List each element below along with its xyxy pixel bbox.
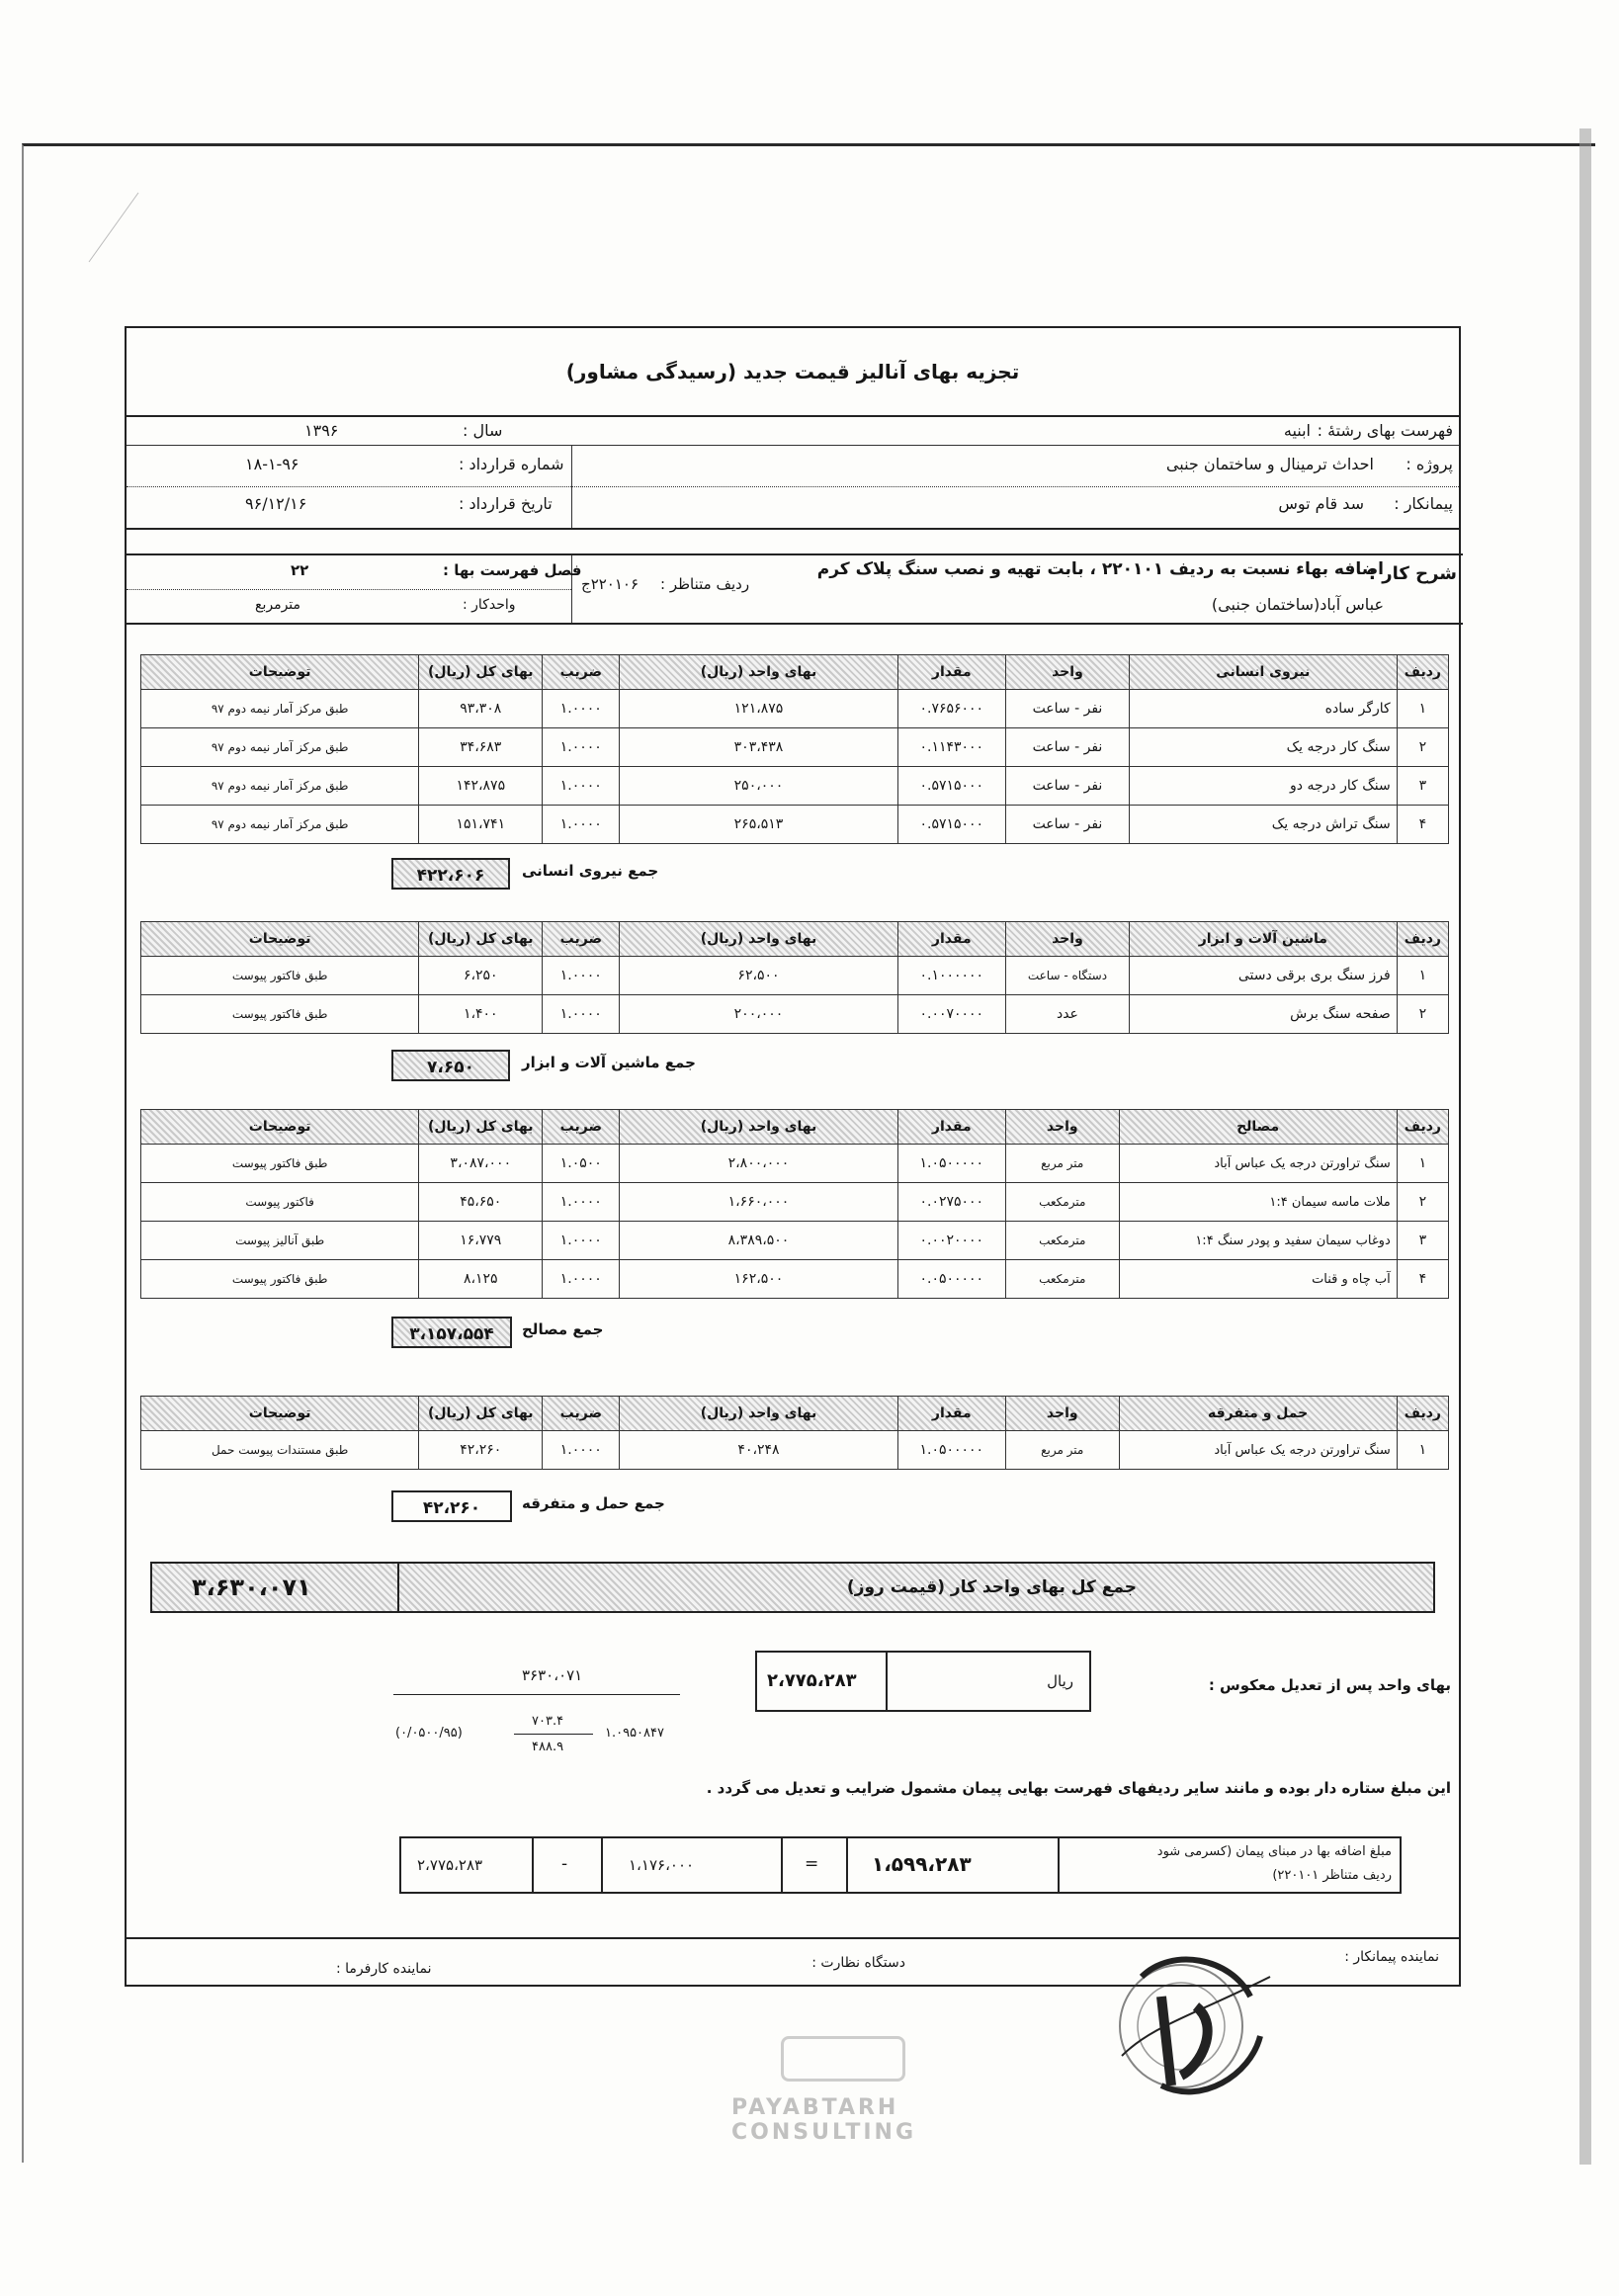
table-row: [141, 1431, 1449, 1470]
col-factor: ضریب: [543, 1397, 620, 1431]
cell: ۱: [1397, 1431, 1448, 1470]
col-qty: مقدار: [897, 922, 1005, 957]
cell: طبق آنالیز پیوست: [141, 1222, 419, 1260]
table-row: [141, 995, 1449, 1034]
cell: نفر - ساعت: [1005, 806, 1129, 844]
cell: سنگ تراورتن درجه یک عباس آباد: [1119, 1431, 1397, 1470]
cell: طبق فاکتور پیوست: [141, 1145, 419, 1183]
supervisor-signature-label: دستگاه نظارت :: [811, 1955, 905, 1971]
cell: ۱.۰۰۰۰: [543, 806, 620, 844]
table-row: [141, 1145, 1449, 1183]
col-total: بهای کل (ریال): [419, 655, 543, 690]
col-notes: توضیحات: [141, 1397, 419, 1431]
cell: ۱۵۱،۷۴۱: [419, 806, 543, 844]
chapter-label: فصل فهرست بها :: [443, 561, 582, 579]
cell: ۳: [1397, 1222, 1448, 1260]
cell: طبق مرکز آمار نیمه دوم ۹۷: [141, 690, 419, 728]
page-title: تجزیه بهای آنالیز قیمت جدید (رسیدگی مشاور): [127, 328, 1459, 417]
cell: ۴: [1397, 806, 1448, 844]
cell: ۴۵،۶۵۰: [419, 1183, 543, 1222]
formula-left: ۱.۰۹۵۰۸۴۷: [605, 1726, 664, 1741]
extra-value: ۱،۵۹۹،۲۸۳: [872, 1852, 972, 1876]
cell: ۶،۲۵۰: [419, 957, 543, 995]
table-row: [141, 957, 1449, 995]
cell: ۱.۰۰۰۰: [543, 995, 620, 1034]
cell: ۰.۵۷۱۵۰۰۰: [897, 767, 1005, 806]
extra-label-2: ردیف متناظر ۲۲۰۱۰۱): [1272, 1868, 1392, 1883]
col-unit: واحد: [1005, 922, 1129, 957]
machinery-header-row: [141, 922, 1449, 957]
work-description: [127, 553, 1463, 625]
work-desc-line2: عباس آباد(ساختمان جنبی): [1211, 595, 1384, 614]
cell: سنگ تراش درجه یک: [1129, 806, 1397, 844]
col-unit-price: بهای واحد (ریال): [620, 1110, 897, 1145]
cell: ۲: [1397, 1183, 1448, 1222]
contract-no-label: شماره قرارداد :: [459, 455, 564, 473]
col-factor: ضریب: [543, 922, 620, 957]
contract-date-label: تاریخ قرارداد :: [459, 494, 553, 513]
year-label: سال :: [463, 421, 503, 440]
work-desc-label: شرح کار :: [1368, 563, 1457, 584]
cell: متر مربع: [1005, 1431, 1119, 1470]
cell: ۱۲۱،۸۷۵: [620, 690, 897, 728]
table-row: [141, 1222, 1449, 1260]
grand-total-label: جمع کل بهای واحد کار (قیمت روز): [846, 1577, 1137, 1597]
cell: ۳: [1397, 767, 1448, 806]
project-value: احداث ترمینال و ساختمان جنبی: [1165, 455, 1374, 473]
col-notes: توضیحات: [141, 1110, 419, 1145]
col-row: ردیف: [1397, 1397, 1448, 1431]
year-value: ۱۳۹۶: [304, 421, 339, 440]
cell: ۴: [1397, 1260, 1448, 1299]
cell: ۳۴،۶۸۳: [419, 728, 543, 767]
cell: ۱: [1397, 957, 1448, 995]
col-unit: واحد: [1005, 1397, 1119, 1431]
cell: ۱.۰۰۰۰: [543, 1431, 620, 1470]
ref-row-label: ردیف متناظر :: [660, 575, 750, 593]
cell: ۳،۰۸۷،۰۰۰: [419, 1145, 543, 1183]
ref-row-value: ۲۲۰۱۰۶ج: [581, 575, 639, 593]
cell: ۰.۰۰۷۰۰۰۰: [897, 995, 1005, 1034]
cell: طبق مرکز آمار نیمه دوم ۹۷: [141, 767, 419, 806]
cell: فرز سنگ بری برقی دستی: [1129, 957, 1397, 995]
cell: طبق مستندات پیوست حمل: [141, 1431, 419, 1470]
cell: ۸،۱۲۵: [419, 1260, 543, 1299]
extra-result: ۲،۷۷۵،۲۸۳: [417, 1856, 483, 1874]
col-factor: ضریب: [543, 1110, 620, 1145]
col-total: بهای کل (ریال): [419, 922, 543, 957]
cell: سنگ کار درجه دو: [1129, 767, 1397, 806]
project-label: پروژه :: [1406, 455, 1453, 473]
cell: دستگاه - ساعت: [1005, 957, 1129, 995]
labor-table: [140, 654, 1449, 844]
transport-total-label: جمع حمل و متفرقه: [522, 1494, 665, 1512]
col-unit: واحد: [1005, 1110, 1119, 1145]
formula-mid: (۰/۰۵۰۰/۹۵): [395, 1726, 463, 1741]
col-unit: واحد: [1005, 655, 1129, 690]
contract-date-value: ۹۶/۱۲/۱۶: [245, 494, 307, 513]
cell: ۲۵۰،۰۰۰: [620, 767, 897, 806]
labor-header-row: [141, 655, 1449, 690]
cell: ۹۳،۳۰۸: [419, 690, 543, 728]
cell: ۱،۶۶۰،۰۰۰: [620, 1183, 897, 1222]
contract-no-value: ۱۸-۱-۹۶: [245, 455, 299, 473]
cell: مترمکعب: [1005, 1183, 1119, 1222]
cell: کارگر ساده: [1129, 690, 1397, 728]
col-factor: ضریب: [543, 655, 620, 690]
cell: ۱.۰۰۰۰: [543, 1222, 620, 1260]
cell: ۱۶،۷۷۹: [419, 1222, 543, 1260]
machinery-table: [140, 921, 1449, 1034]
cell: ۱۶۲،۵۰۰: [620, 1260, 897, 1299]
machinery-total: ۷،۶۵۰: [391, 1050, 510, 1081]
cell: طبق مرکز آمار نیمه دوم ۹۷: [141, 728, 419, 767]
cell: صفحه سنگ برش: [1129, 995, 1397, 1034]
cell: نفر - ساعت: [1005, 767, 1129, 806]
cell: ۰.۰۲۷۵۰۰۰: [897, 1183, 1005, 1222]
contractor-stamp: [1102, 1937, 1280, 2135]
cell: عدد: [1005, 995, 1129, 1034]
col-row: ردیف: [1397, 655, 1448, 690]
cell: ۴۲،۲۶۰: [419, 1431, 543, 1470]
extra-equals: =: [805, 1854, 819, 1874]
labor-total-label: جمع نیروی انسانی: [522, 862, 659, 880]
cell: ۲۶۵،۵۱۳: [620, 806, 897, 844]
grand-total-value: ۳،۶۳۰،۰۷۱: [192, 1573, 311, 1601]
chapter-value: ۲۲: [291, 561, 309, 579]
cell: ۰.۵۷۱۵۰۰۰: [897, 806, 1005, 844]
table-row: [141, 767, 1449, 806]
adjusted-unit: ریال: [1047, 1672, 1073, 1690]
cell: ۲: [1397, 995, 1448, 1034]
stamp-logo: [781, 2036, 905, 2082]
cell: ۱.۰۰۰۰: [543, 690, 620, 728]
scan-mark: [84, 188, 143, 267]
cell: طبق مرکز آمار نیمه دوم ۹۷: [141, 806, 419, 844]
formula-num: ۷۰۳.۴: [532, 1714, 564, 1729]
extra-base: ۱،۱۷۶،۰۰۰: [629, 1856, 695, 1874]
cell: سنگ کار درجه یک: [1129, 728, 1397, 767]
cell: ملات ماسه سیمان ۱:۴: [1119, 1183, 1397, 1222]
stamp-text: PAYABTARH CONSULTING: [731, 2095, 917, 2145]
cell: ۲۰۰،۰۰۰: [620, 995, 897, 1034]
cell: نفر - ساعت: [1005, 728, 1129, 767]
col-unit-price: بهای واحد (ریال): [620, 922, 897, 957]
transport-table: [140, 1396, 1449, 1470]
col-machinery: ماشین آلات و ابزار: [1129, 922, 1397, 957]
contractor-label: پیمانکار :: [1394, 494, 1453, 513]
col-qty: مقدار: [897, 1110, 1005, 1145]
price-list-value: ابنیه: [1283, 421, 1311, 440]
cell: ۱.۰۰۰۰: [543, 767, 620, 806]
cell: ۱.۰۵۰۰: [543, 1145, 620, 1183]
cell: متر مربع: [1005, 1145, 1119, 1183]
extra-label-1: مبلغ اضافه بها در مبنای پیمان (کسرمی شود: [1156, 1844, 1392, 1859]
price-list-label: فهرست بهای رشتهٔ :: [1317, 421, 1453, 440]
labor-total: ۴۲۲،۶۰۶: [391, 858, 510, 890]
col-unit-price: بهای واحد (ریال): [620, 655, 897, 690]
contractor-value: سد قام توس: [1278, 494, 1364, 513]
table-row: [141, 1183, 1449, 1222]
materials-total: ۳،۱۵۷،۵۵۴: [391, 1317, 512, 1348]
col-row: ردیف: [1397, 922, 1448, 957]
cell: ۱.۰۵۰۰۰۰۰: [897, 1145, 1005, 1183]
consultant-stamp: [712, 2026, 1008, 2174]
cell: ۱: [1397, 690, 1448, 728]
cell: طبق فاکتور پیوست: [141, 957, 419, 995]
col-total: بهای کل (ریال): [419, 1397, 543, 1431]
table-row: [141, 806, 1449, 844]
col-labor: نیروی انسانی: [1129, 655, 1397, 690]
col-unit-price: بهای واحد (ریال): [620, 1397, 897, 1431]
cell: ۰.۰۰۲۰۰۰۰: [897, 1222, 1005, 1260]
col-row: ردیف: [1397, 1110, 1448, 1145]
col-notes: توضیحات: [141, 655, 419, 690]
contractor-signature-label: نماینده پیمانکار :: [1344, 1949, 1439, 1965]
cell: ۱.۰۰۰۰: [543, 957, 620, 995]
cell: ۱.۰۵۰۰۰۰۰: [897, 1431, 1005, 1470]
cell: فاکتور پیوست: [141, 1183, 419, 1222]
col-notes: توضیحات: [141, 922, 419, 957]
col-materials: مصالح: [1119, 1110, 1397, 1145]
cell: ۰.۰۵۰۰۰۰۰: [897, 1260, 1005, 1299]
col-qty: مقدار: [897, 655, 1005, 690]
work-desc-line1: اضافه بهاء نسبت به ردیف ۲۲۰۱۰۱ ، بابت تهیه و نصب سنگ پلاک کرم: [816, 559, 1384, 579]
cell: ۱.۰۰۰۰: [543, 1260, 620, 1299]
cell: ۴۰،۲۴۸: [620, 1431, 897, 1470]
cell: ۰.۱۱۴۳۰۰۰: [897, 728, 1005, 767]
cell: ۰.۷۶۵۶۰۰۰: [897, 690, 1005, 728]
adjusted-label: بهای واحد پس از تعدیل معکوس :: [1208, 1676, 1451, 1694]
cell: ۱.۰۰۰۰: [543, 728, 620, 767]
cell: طبق فاکتور پیوست: [141, 995, 419, 1034]
cell: ۱.۰۰۰۰: [543, 1183, 620, 1222]
adjusted-value: ۲،۷۷۵،۲۸۳: [767, 1670, 857, 1691]
machinery-total-label: جمع ماشین آلات و ابزار: [522, 1054, 696, 1071]
cell: سنگ تراورتن درجه یک عباس آباد: [1119, 1145, 1397, 1183]
project-info: [127, 415, 1459, 530]
cell: ۱۴۲،۸۷۵: [419, 767, 543, 806]
cell: ۱: [1397, 1145, 1448, 1183]
col-transport: حمل و متفرقه: [1119, 1397, 1397, 1431]
materials-header-row: [141, 1110, 1449, 1145]
grand-total-bar: [150, 1562, 1435, 1613]
cell: ۰.۱۰۰۰۰۰۰: [897, 957, 1005, 995]
table-row: [141, 1260, 1449, 1299]
cell: ۲،۸۰۰،۰۰۰: [620, 1145, 897, 1183]
transport-header-row: [141, 1397, 1449, 1431]
cell: ۲: [1397, 728, 1448, 767]
employer-signature-label: نماینده کارفرما :: [336, 1961, 432, 1977]
formula-den: ۴۸۸.۹: [532, 1740, 564, 1754]
unit-value: مترمربع: [255, 597, 301, 613]
analysis-sheet: [125, 326, 1461, 1987]
materials-total-label: جمع مصالح: [522, 1320, 604, 1338]
escalation-note: این مبلغ ستاره دار بوده و مانند سایر ردیفهای فهرست بهایی پیمان مشمول ضرایب و تعدیل می گردد .: [706, 1779, 1451, 1797]
table-row: [141, 690, 1449, 728]
cell: مترمکعب: [1005, 1260, 1119, 1299]
materials-table: [140, 1109, 1449, 1299]
extra-minus: -: [561, 1854, 568, 1874]
table-row: [141, 728, 1449, 767]
unit-label: واحدکار :: [463, 597, 516, 613]
cell: دوغاب سیمان سفید و پودر سنگ ۱:۴: [1119, 1222, 1397, 1260]
col-qty: مقدار: [897, 1397, 1005, 1431]
adjusted-box: [755, 1651, 1091, 1712]
transport-total: ۴۲،۲۶۰: [391, 1490, 512, 1522]
cell: نفر - ساعت: [1005, 690, 1129, 728]
extra-amount-box: [399, 1836, 1402, 1894]
cell: ۸،۳۸۹،۵۰۰: [620, 1222, 897, 1260]
formula-top: ۳۶۳۰،۰۷۱: [522, 1666, 583, 1684]
cell: ۱،۴۰۰: [419, 995, 543, 1034]
cell: ۳۰۳،۴۳۸: [620, 728, 897, 767]
scan-shadow: [1579, 128, 1591, 2165]
cell: ۶۲،۵۰۰: [620, 957, 897, 995]
cell: طبق فاکتور پیوست: [141, 1260, 419, 1299]
col-total: بهای کل (ریال): [419, 1110, 543, 1145]
cell: آب چاه و قنات: [1119, 1260, 1397, 1299]
cell: مترمکعب: [1005, 1222, 1119, 1260]
